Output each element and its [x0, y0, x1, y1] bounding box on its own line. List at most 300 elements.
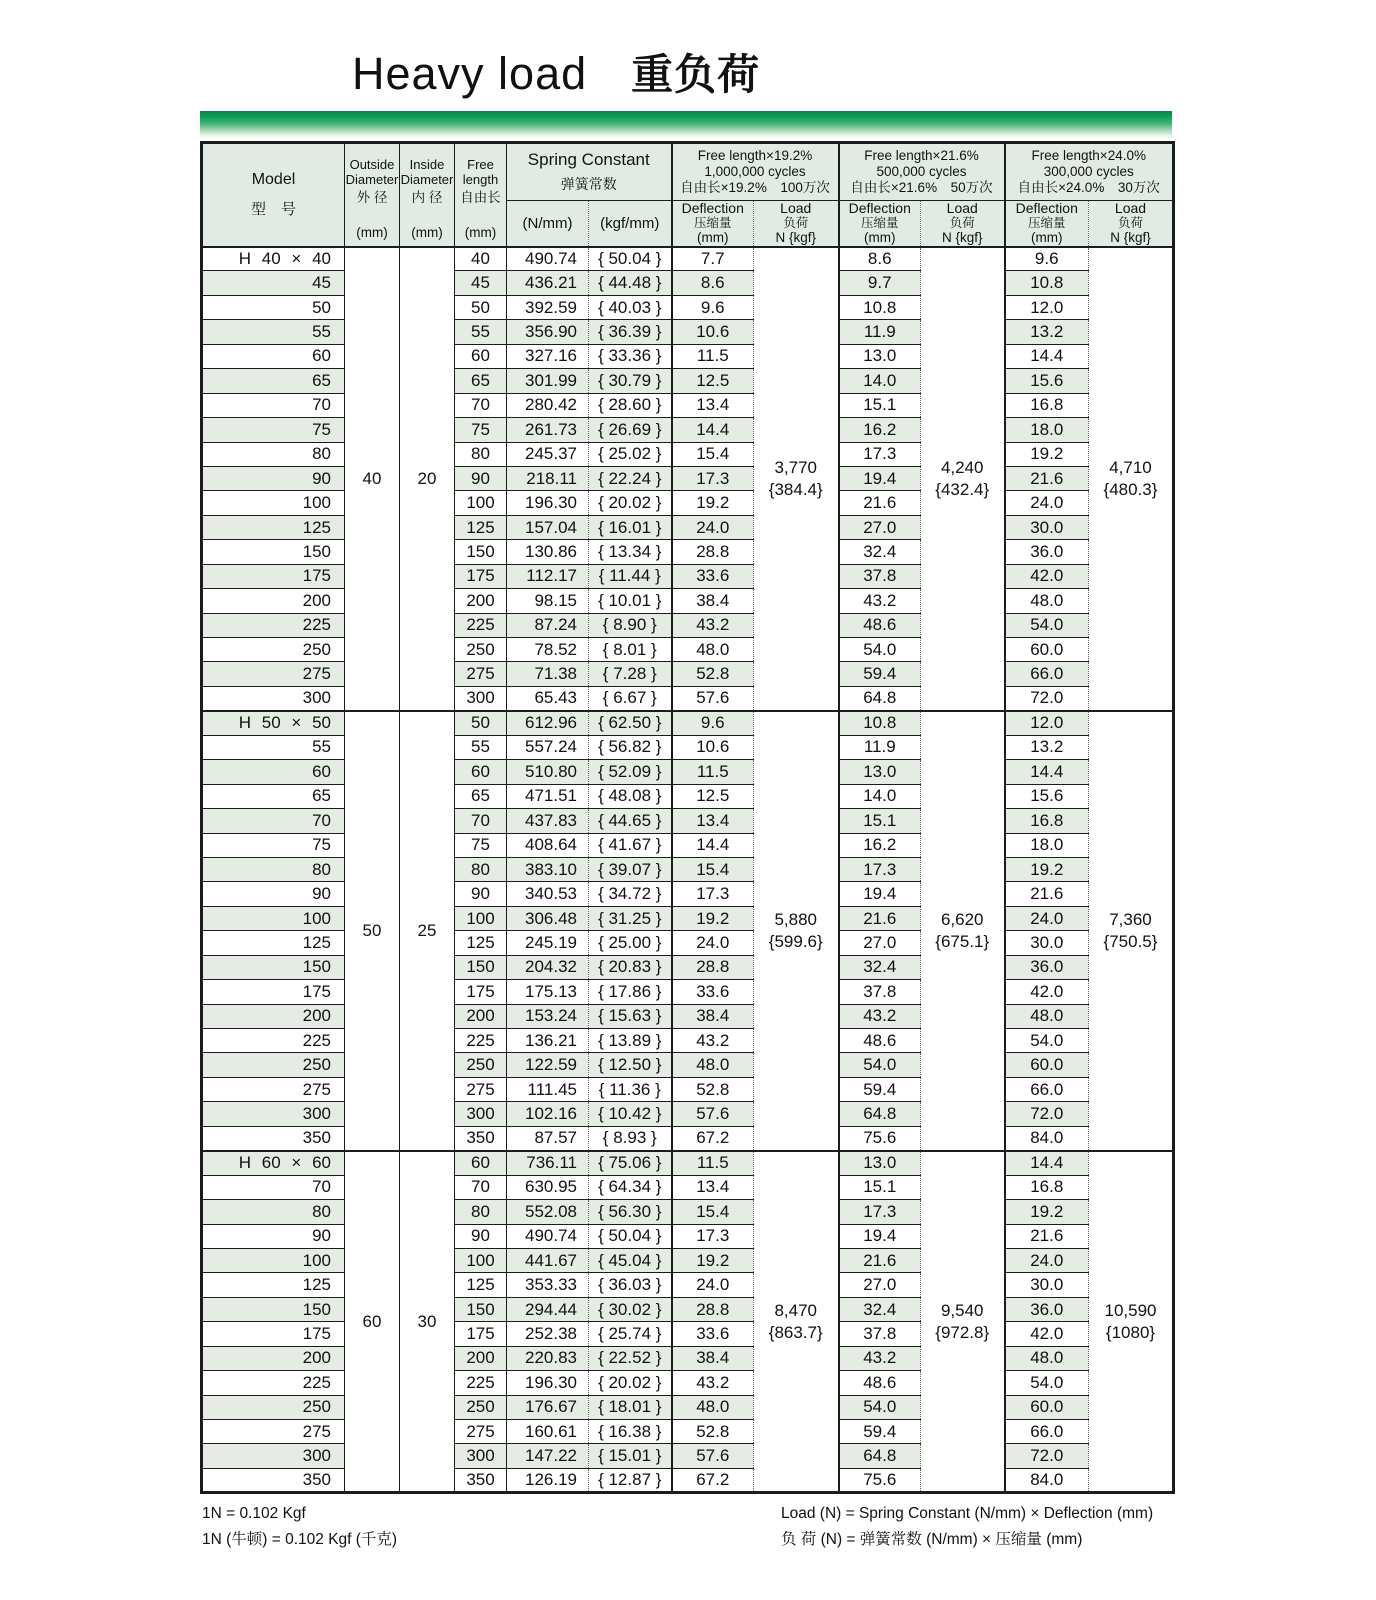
cell-free-length: 60	[455, 760, 507, 784]
cell-spring-constant-n: 87.24	[507, 613, 589, 637]
cell-deflection-2: 27.0	[839, 1273, 921, 1297]
cell-deflection-2: 13.0	[839, 760, 921, 784]
cell-deflection-1: 24.0	[672, 1273, 754, 1297]
cell-load-3	[1089, 247, 1174, 711]
cell-load-1	[754, 247, 839, 711]
cell-spring-constant-kgf: { 62.50 }	[589, 711, 672, 735]
header-cycle-group-1	[672, 143, 839, 201]
cell-free-length: 175	[455, 980, 507, 1004]
cell-spring-constant-n: 356.90	[507, 320, 589, 344]
cell-deflection-1: 52.8	[672, 1077, 754, 1101]
cell-spring-constant-kgf: { 22.52 }	[589, 1346, 672, 1370]
cell-deflection-2: 75.6	[839, 1468, 921, 1492]
header-cycle1-line2: 1,000,000 cycles	[704, 164, 806, 179]
footnote-left-line2: 1N (牛顿) = 0.102 Kgf (千克)	[202, 1531, 398, 1549]
cell-deflection-2: 14.0	[839, 784, 921, 808]
load-value-kgf: {1080}	[1105, 1322, 1156, 1342]
cell-deflection-2: 11.9	[839, 320, 921, 344]
cell-deflection-1: 9.6	[672, 295, 754, 319]
cell-deflection-2: 48.6	[839, 613, 921, 637]
cell-spring-constant-kgf: { 64.34 }	[589, 1175, 672, 1199]
cell-model-label: H 40 × 40	[202, 247, 345, 271]
cell-deflection-3: 66.0	[1005, 1077, 1089, 1101]
cell-model-label: H 50 × 50	[202, 711, 345, 735]
table-body	[202, 247, 1174, 1493]
cell-model: 70	[202, 809, 345, 833]
cell-spring-constant-n: 111.45	[507, 1077, 589, 1101]
cell-spring-constant-kgf: { 25.02 }	[589, 442, 672, 466]
table-header	[202, 143, 1174, 247]
cell-deflection-1: 52.8	[672, 1420, 754, 1444]
cell-spring-constant-kgf: { 50.04 }	[589, 1224, 672, 1248]
cell-deflection-2: 19.4	[839, 1224, 921, 1248]
cell-spring-constant-n: 306.48	[507, 906, 589, 930]
cell-deflection-1: 67.2	[672, 1468, 754, 1492]
cell-spring-constant-kgf: { 36.39 }	[589, 320, 672, 344]
cell-deflection-3: 36.0	[1005, 955, 1089, 979]
cell-spring-constant-n: 437.83	[507, 809, 589, 833]
cell-deflection-2: 54.0	[839, 1053, 921, 1077]
cell-spring-constant-n: 353.33	[507, 1273, 589, 1297]
cell-deflection-2: 54.0	[839, 638, 921, 662]
cell-free-length: 125	[455, 931, 507, 955]
cell-spring-constant-n: 436.21	[507, 271, 589, 295]
header-fl-unit: (mm)	[464, 224, 497, 240]
cell-deflection-3: 12.0	[1005, 711, 1089, 735]
cell-deflection-2: 32.4	[839, 955, 921, 979]
cell-deflection-3: 21.6	[1005, 1224, 1089, 1248]
cell-deflection-2: 17.3	[839, 442, 921, 466]
cell-deflection-1: 12.5	[672, 784, 754, 808]
cell-spring-constant-kgf: { 20.02 }	[589, 1371, 672, 1395]
cell-spring-constant-n: 327.16	[507, 344, 589, 368]
cell-spring-constant-kgf: { 22.24 }	[589, 466, 672, 490]
cell-load-3	[1089, 1151, 1174, 1493]
cell-spring-constant-kgf: { 15.63 }	[589, 1004, 672, 1028]
cell-deflection-3: 16.8	[1005, 809, 1089, 833]
cell-deflection-2: 21.6	[839, 1248, 921, 1272]
cell-model: 100	[202, 491, 345, 515]
load-value-kgf: {750.5}	[1103, 931, 1158, 951]
cell-model: 70	[202, 1175, 345, 1199]
header-def1-en: Deflection	[681, 200, 744, 217]
cell-deflection-1: 19.2	[672, 1248, 754, 1272]
cell-deflection-2: 10.8	[839, 711, 921, 735]
footnote-right-line1: Load (N) = Spring Constant (N/mm) × Deflection (mm)	[781, 1505, 1154, 1523]
cell-spring-constant-kgf: { 8.90 }	[589, 613, 672, 637]
cell-deflection-1: 15.4	[672, 857, 754, 881]
cell-spring-constant-kgf: { 41.67 }	[589, 833, 672, 857]
cell-spring-constant-kgf: { 50.04 }	[589, 247, 672, 271]
cell-deflection-3: 48.0	[1005, 1346, 1089, 1370]
header-load1-en: Load	[780, 200, 812, 217]
cell-spring-constant-n: 176.67	[507, 1395, 589, 1419]
cell-free-length: 55	[455, 735, 507, 759]
header-def3-en: Deflection	[1015, 200, 1078, 217]
cell-spring-constant-kgf: { 15.01 }	[589, 1444, 672, 1468]
cell-deflection-2: 64.8	[839, 686, 921, 710]
header-def3-cjk: 压缩量	[1027, 216, 1066, 231]
cell-deflection-3: 84.0	[1005, 1468, 1089, 1492]
header-spring-constant	[507, 143, 672, 201]
cell-spring-constant-kgf: { 8.93 }	[589, 1126, 672, 1150]
header-deflection-1	[672, 201, 754, 247]
header-fl-en1: Free	[467, 157, 494, 173]
cell-model: 125	[202, 515, 345, 539]
cell-spring-constant-n: 552.08	[507, 1200, 589, 1224]
cell-deflection-3: 42.0	[1005, 1322, 1089, 1346]
cell-spring-constant-n: 122.59	[507, 1053, 589, 1077]
cell-spring-constant-n: 490.74	[507, 247, 589, 271]
cell-deflection-1: 43.2	[672, 1029, 754, 1053]
cell-deflection-1: 10.6	[672, 735, 754, 759]
header-def2-cjk: 压缩量	[860, 216, 899, 231]
cell-spring-constant-n: 557.24	[507, 735, 589, 759]
cell-deflection-3: 14.4	[1005, 1151, 1089, 1175]
cell-free-length: 80	[455, 857, 507, 881]
cell-deflection-1: 11.5	[672, 760, 754, 784]
header-cycle3-line3: 自由长×24.0% 30万次	[1017, 180, 1160, 195]
cell-free-length: 200	[455, 589, 507, 613]
cell-deflection-2: 59.4	[839, 1420, 921, 1444]
cell-deflection-3: 15.6	[1005, 369, 1089, 393]
cell-deflection-3: 30.0	[1005, 931, 1089, 955]
header-id-cjk: 内 径	[411, 190, 443, 206]
cell-deflection-3: 10.8	[1005, 271, 1089, 295]
load-value-n: 8,470	[774, 1300, 818, 1320]
cell-deflection-2: 37.8	[839, 980, 921, 1004]
cell-deflection-1: 24.0	[672, 515, 754, 539]
cell-deflection-3: 16.8	[1005, 1175, 1089, 1199]
green-accent-bar	[200, 111, 1172, 138]
cell-deflection-2: 48.6	[839, 1029, 921, 1053]
cell-free-length: 225	[455, 1029, 507, 1053]
cell-spring-constant-n: 218.11	[507, 466, 589, 490]
header-load-2	[921, 201, 1005, 247]
header-inside-diameter	[400, 143, 455, 247]
cell-deflection-3: 12.0	[1005, 295, 1089, 319]
header-load3-unit: N {kgf}	[1110, 230, 1151, 246]
header-load2-cjk: 负荷	[949, 216, 975, 231]
footnote-left-line1: 1N = 0.102 Kgf	[202, 1505, 306, 1523]
load-value-kgf: {972.8}	[935, 1322, 990, 1342]
cell-spring-constant-kgf: { 12.50 }	[589, 1053, 672, 1077]
table-row	[202, 1151, 1174, 1175]
page-title-en: Heavy load	[352, 48, 588, 99]
cell-deflection-3: 13.2	[1005, 320, 1089, 344]
cell-deflection-3: 36.0	[1005, 540, 1089, 564]
cell-free-length: 100	[455, 491, 507, 515]
cell-free-length: 70	[455, 809, 507, 833]
cell-free-length: 90	[455, 1224, 507, 1248]
load-value-n: 4,710	[1109, 457, 1152, 477]
cell-spring-constant-n: 196.30	[507, 1371, 589, 1395]
load-value-n: 6,620	[940, 909, 984, 929]
cell-deflection-3: 30.0	[1005, 1273, 1089, 1297]
cell-spring-constant-n: 441.67	[507, 1248, 589, 1272]
header-od-unit: (mm)	[356, 224, 388, 240]
cell-deflection-1: 13.4	[672, 1175, 754, 1199]
cell-spring-constant-kgf: { 40.03 }	[589, 295, 672, 319]
header-load3-cjk: 负荷	[1117, 216, 1143, 231]
cell-deflection-1: 14.4	[672, 418, 754, 442]
cell-deflection-3: 54.0	[1005, 1371, 1089, 1395]
cell-model: 250	[202, 638, 345, 662]
header-load-3	[1089, 201, 1174, 247]
cell-model: 150	[202, 955, 345, 979]
load-value-n: 3,770	[774, 457, 818, 477]
cell-spring-constant-n: 294.44	[507, 1297, 589, 1321]
cell-deflection-3: 30.0	[1005, 515, 1089, 539]
cell-free-length: 250	[455, 1053, 507, 1077]
cell-model: 300	[202, 686, 345, 710]
cell-spring-constant-n: 136.21	[507, 1029, 589, 1053]
header-load1-cjk: 负荷	[783, 216, 809, 231]
cell-deflection-2: 43.2	[839, 589, 921, 613]
cell-deflection-3: 19.2	[1005, 442, 1089, 466]
cell-spring-constant-kgf: { 45.04 }	[589, 1248, 672, 1272]
cell-spring-constant-n: 196.30	[507, 491, 589, 515]
cell-deflection-3: 9.6	[1005, 247, 1089, 271]
load-value-kgf: {480.3}	[1103, 479, 1158, 499]
load-value-kgf: {384.4}	[768, 479, 823, 499]
cell-model: 90	[202, 882, 345, 906]
cell-free-length: 225	[455, 1371, 507, 1395]
cell-model: 175	[202, 564, 345, 588]
header-load-1	[754, 201, 839, 247]
header-fl-en2: length	[462, 171, 499, 187]
header-cycle3-line1: Free length×24.0%	[1031, 148, 1146, 163]
cell-deflection-3: 21.6	[1005, 466, 1089, 490]
cell-spring-constant-n: 261.73	[507, 418, 589, 442]
load-value-n: 10,590	[1104, 1300, 1157, 1320]
cell-free-length: 50	[455, 711, 507, 735]
header-model	[202, 143, 345, 247]
header-deflection-2	[839, 201, 921, 247]
cell-spring-constant-n: 126.19	[507, 1468, 589, 1492]
cell-free-length: 300	[455, 1444, 507, 1468]
cell-deflection-2: 17.3	[839, 1200, 921, 1224]
load-value-kgf: {432.4}	[935, 479, 990, 499]
cell-free-length: 350	[455, 1468, 507, 1492]
cell-inside-diameter: 25	[400, 711, 455, 1151]
cell-deflection-2: 43.2	[839, 1346, 921, 1370]
cell-spring-constant-n: 252.38	[507, 1322, 589, 1346]
cell-deflection-1: 28.8	[672, 1297, 754, 1321]
footnote-left	[202, 1501, 397, 1553]
cell-deflection-3: 18.0	[1005, 418, 1089, 442]
cell-model: 250	[202, 1395, 345, 1419]
cell-deflection-1: 19.2	[672, 491, 754, 515]
footnotes	[200, 1501, 1172, 1571]
cell-deflection-1: 11.5	[672, 1151, 754, 1175]
cell-deflection-3: 42.0	[1005, 564, 1089, 588]
cell-free-length: 300	[455, 1102, 507, 1126]
cell-deflection-2: 59.4	[839, 662, 921, 686]
cell-spring-constant-kgf: { 28.60 }	[589, 393, 672, 417]
cell-free-length: 100	[455, 906, 507, 930]
cell-spring-constant-n: 78.52	[507, 638, 589, 662]
cell-deflection-1: 17.3	[672, 1224, 754, 1248]
cell-spring-constant-n: 510.80	[507, 760, 589, 784]
cell-spring-constant-kgf: { 10.42 }	[589, 1102, 672, 1126]
load-value-n: 7,360	[1109, 909, 1152, 929]
spring-spec-table	[200, 141, 1175, 1494]
header-load3-en: Load	[1114, 200, 1147, 217]
cell-spring-constant-kgf: { 30.79 }	[589, 369, 672, 393]
cell-spring-constant-kgf: { 10.01 }	[589, 589, 672, 613]
cell-deflection-3: 13.2	[1005, 735, 1089, 759]
cell-inside-diameter: 20	[400, 247, 455, 711]
cell-model: 200	[202, 1346, 345, 1370]
cell-deflection-2: 64.8	[839, 1102, 921, 1126]
cell-spring-constant-kgf: { 13.89 }	[589, 1029, 672, 1053]
header-cycle2-line3: 自由长×21.6% 50万次	[850, 180, 993, 195]
header-id-unit: (mm)	[411, 224, 443, 240]
cell-deflection-2: 21.6	[839, 491, 921, 515]
cell-deflection-2: 16.2	[839, 833, 921, 857]
cell-free-length: 125	[455, 515, 507, 539]
cell-deflection-1: 67.2	[672, 1126, 754, 1150]
header-sc-cjk: 弹簧常数	[560, 176, 617, 192]
cell-model: 250	[202, 1053, 345, 1077]
cell-spring-constant-kgf: { 13.34 }	[589, 540, 672, 564]
header-def2-unit: (mm)	[864, 230, 896, 246]
cell-deflection-1: 33.6	[672, 564, 754, 588]
load-value-kgf: {675.1}	[935, 931, 990, 951]
cell-outside-diameter: 60	[345, 1151, 400, 1493]
cell-deflection-2: 15.1	[839, 393, 921, 417]
cell-spring-constant-n: 157.04	[507, 515, 589, 539]
cell-model: 150	[202, 540, 345, 564]
header-unit-kgf-mm: (kgf/mm)	[589, 201, 672, 247]
cell-deflection-1: 48.0	[672, 638, 754, 662]
cell-free-length: 90	[455, 466, 507, 490]
table-row	[202, 711, 1174, 735]
cell-deflection-2: 9.7	[839, 271, 921, 295]
header-cycle3-line2: 300,000 cycles	[1043, 164, 1134, 179]
cell-model: 275	[202, 662, 345, 686]
cell-model: 50	[202, 295, 345, 319]
cell-model: 55	[202, 320, 345, 344]
cell-model: 225	[202, 613, 345, 637]
cell-deflection-2: 43.2	[839, 1004, 921, 1028]
cell-deflection-3: 24.0	[1005, 1248, 1089, 1272]
cell-deflection-1: 13.4	[672, 809, 754, 833]
header-model-cjk: 型 号	[250, 200, 296, 218]
cell-free-length: 275	[455, 1420, 507, 1444]
cell-spring-constant-n: 280.42	[507, 393, 589, 417]
cell-deflection-2: 48.6	[839, 1371, 921, 1395]
cell-spring-constant-n: 160.61	[507, 1420, 589, 1444]
cell-deflection-1: 15.4	[672, 442, 754, 466]
cell-load-2	[921, 247, 1005, 711]
cell-deflection-1: 14.4	[672, 833, 754, 857]
cell-model: 75	[202, 418, 345, 442]
header-def2-en: Deflection	[848, 200, 911, 217]
cell-deflection-3: 66.0	[1005, 662, 1089, 686]
header-model-en: Model	[251, 170, 296, 188]
cell-model: 75	[202, 833, 345, 857]
header-od-cjk: 外 径	[356, 190, 388, 206]
header-od-en1: Outside	[349, 157, 395, 173]
cell-model: 90	[202, 1224, 345, 1248]
cell-deflection-3: 48.0	[1005, 1004, 1089, 1028]
page-content	[200, 0, 1172, 1571]
cell-spring-constant-kgf: { 75.06 }	[589, 1151, 672, 1175]
cell-spring-constant-n: 102.16	[507, 1102, 589, 1126]
cell-free-length: 90	[455, 882, 507, 906]
cell-deflection-2: 21.6	[839, 906, 921, 930]
cell-spring-constant-kgf: { 20.02 }	[589, 491, 672, 515]
cell-deflection-2: 32.4	[839, 1297, 921, 1321]
cell-free-length: 45	[455, 271, 507, 295]
cell-spring-constant-n: 220.83	[507, 1346, 589, 1370]
cell-model: 125	[202, 931, 345, 955]
cell-deflection-1: 28.8	[672, 540, 754, 564]
cell-free-length: 80	[455, 1200, 507, 1224]
cell-spring-constant-n: 245.19	[507, 931, 589, 955]
cell-spring-constant-kgf: { 56.30 }	[589, 1200, 672, 1224]
cell-load-1	[754, 711, 839, 1151]
cell-deflection-3: 54.0	[1005, 613, 1089, 637]
cell-deflection-1: 43.2	[672, 613, 754, 637]
cell-spring-constant-n: 490.74	[507, 1224, 589, 1248]
cell-spring-constant-kgf: { 44.48 }	[589, 271, 672, 295]
cell-spring-constant-n: 71.38	[507, 662, 589, 686]
cell-deflection-2: 27.0	[839, 931, 921, 955]
cell-model-label: H 60 × 60	[202, 1151, 345, 1175]
cell-deflection-1: 24.0	[672, 931, 754, 955]
cell-deflection-1: 57.6	[672, 1102, 754, 1126]
cell-load-2	[921, 711, 1005, 1151]
cell-model: 60	[202, 344, 345, 368]
cell-spring-constant-n: 301.99	[507, 369, 589, 393]
cell-model: 275	[202, 1420, 345, 1444]
header-deflection-3	[1005, 201, 1089, 247]
cell-free-length: 175	[455, 564, 507, 588]
cell-deflection-2: 17.3	[839, 857, 921, 881]
cell-free-length: 350	[455, 1126, 507, 1150]
cell-spring-constant-n: 340.53	[507, 882, 589, 906]
cell-model: 175	[202, 1322, 345, 1346]
cell-free-length: 225	[455, 613, 507, 637]
cell-spring-constant-kgf: { 17.86 }	[589, 980, 672, 1004]
header-outside-diameter	[345, 143, 400, 247]
cell-model: 225	[202, 1371, 345, 1395]
header-od-en2: Diameter	[345, 171, 399, 187]
cell-deflection-1: 38.4	[672, 589, 754, 613]
cell-deflection-1: 17.3	[672, 466, 754, 490]
cell-model: 350	[202, 1468, 345, 1492]
footnote-right	[781, 1501, 1153, 1553]
cell-model: 225	[202, 1029, 345, 1053]
cell-free-length: 200	[455, 1346, 507, 1370]
cell-deflection-2: 13.0	[839, 1151, 921, 1175]
cell-spring-constant-kgf: { 25.00 }	[589, 931, 672, 955]
cell-spring-constant-kgf: { 11.44 }	[589, 564, 672, 588]
cell-free-length: 70	[455, 393, 507, 417]
cell-spring-constant-kgf: { 12.87 }	[589, 1468, 672, 1492]
cell-deflection-3: 15.6	[1005, 784, 1089, 808]
cell-deflection-3: 24.0	[1005, 906, 1089, 930]
cell-model: 65	[202, 369, 345, 393]
cell-model: 175	[202, 980, 345, 1004]
cell-spring-constant-kgf: { 18.01 }	[589, 1395, 672, 1419]
cell-deflection-1: 15.4	[672, 1200, 754, 1224]
cell-model: 150	[202, 1297, 345, 1321]
cell-load-1	[754, 1151, 839, 1493]
